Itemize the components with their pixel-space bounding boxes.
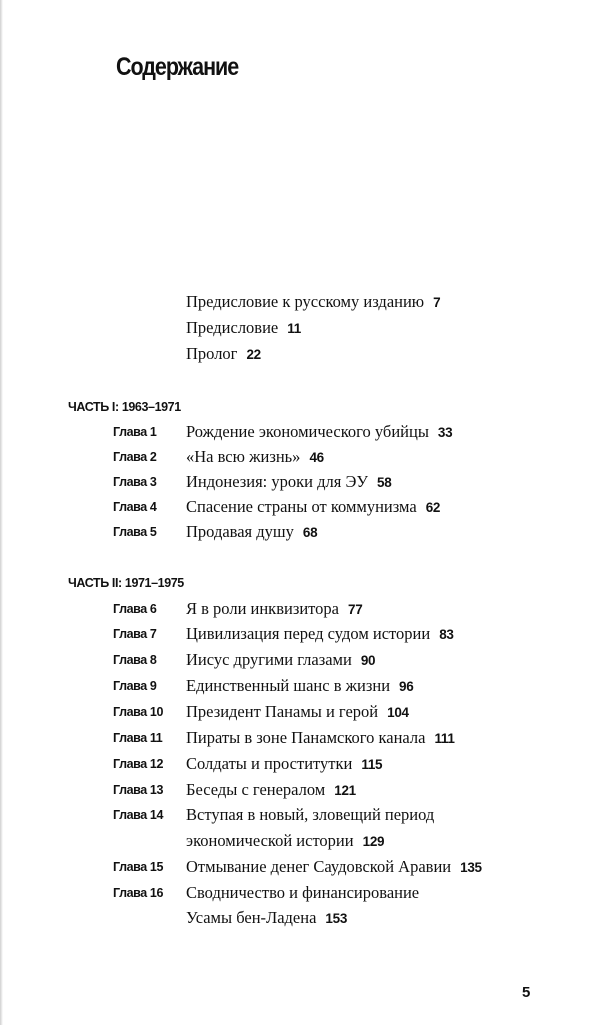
entry-title: Вступая в новый, зловещий период: [186, 805, 435, 824]
page-number: 153: [325, 911, 348, 926]
entry-title: Спасение страны от коммунизма: [186, 497, 417, 516]
toc-entry-chapter-16[interactable]: [186, 883, 419, 903]
chapter-label: Глава 16: [113, 886, 164, 900]
page-number: 111: [434, 731, 455, 746]
entry-title: Отмывание денег Саудовской Аравии: [186, 857, 452, 876]
chapter-label: Глава 5: [113, 525, 157, 539]
chapter-label: Глава 11: [113, 731, 163, 745]
chapter-label: Глава 12: [113, 757, 164, 771]
entry-title: Цивилизация перед судом истории: [186, 624, 431, 643]
page-number: 121: [334, 783, 356, 798]
page-number: 90: [360, 653, 376, 668]
toc-entry-chapter-4[interactable]: [186, 497, 440, 518]
page-number: 83: [439, 627, 454, 642]
entry-title-continued: Усамы бен-Ладена: [186, 908, 317, 927]
toc-entry-chapter-3[interactable]: [186, 472, 391, 493]
folio-page-number: 5: [522, 984, 531, 1001]
entry-title: Иисус другими глазами: [186, 650, 352, 669]
page-number: 68: [302, 525, 318, 540]
page-number: 46: [309, 450, 324, 465]
entry-title: Пролог: [186, 344, 238, 363]
page-number: 7: [433, 295, 441, 310]
chapter-label: Глава 2: [113, 450, 157, 464]
chapter-label: Глава 14: [113, 808, 164, 822]
entry-title: Индонезия: уроки для ЭУ: [186, 472, 369, 491]
chapter-label: Глава 7: [113, 627, 157, 641]
toc-entry-chapter-7[interactable]: [186, 624, 454, 645]
entry-title: Я в роли инквизитора: [186, 599, 339, 618]
entry-title-continued: экономической истории: [186, 831, 354, 850]
toc-entry-foreword-russian[interactable]: [186, 292, 440, 313]
chapter-label: Глава 6: [113, 602, 157, 616]
page-number: 77: [347, 602, 363, 617]
entry-title: Пираты в зоне Панамского канала: [186, 728, 426, 747]
page-number: 135: [460, 860, 482, 875]
page-number: 104: [387, 705, 409, 720]
toc-entry-chapter-8[interactable]: [186, 650, 375, 671]
entry-title: Беседы с генералом: [186, 780, 326, 799]
toc-entry-foreword[interactable]: [186, 318, 301, 339]
entry-title: Сводничество и финансирование: [186, 883, 420, 902]
chapter-label: Глава 3: [113, 475, 157, 489]
toc-entry-chapter-13[interactable]: [186, 780, 356, 801]
toc-entry-chapter-6[interactable]: [186, 599, 362, 620]
toc-entry-chapter-10[interactable]: [186, 702, 409, 723]
chapter-label: Глава 10: [113, 705, 164, 719]
part-heading-2: ЧАСТЬ II: 1971–1975: [68, 576, 184, 590]
part-heading-1: ЧАСТЬ I: 1963–1971: [68, 400, 181, 414]
page-number: 33: [437, 425, 453, 440]
entry-title: Рождение экономического убийцы: [186, 422, 429, 441]
toc-entry-chapter-2[interactable]: [186, 447, 324, 468]
chapter-label: Глава 8: [113, 653, 157, 667]
chapter-label: Глава 4: [113, 500, 157, 514]
toc-entry-chapter-14-cont[interactable]: [186, 831, 384, 852]
page-number: 96: [399, 679, 414, 694]
toc-entry-chapter-15[interactable]: [186, 857, 482, 878]
toc-entry-chapter-16-cont[interactable]: [186, 908, 347, 929]
toc-entry-chapter-14[interactable]: [186, 805, 434, 825]
toc-entry-chapter-11[interactable]: [186, 728, 455, 749]
page-number: 11: [287, 321, 301, 336]
page-number: 115: [361, 757, 383, 772]
toc-entry-chapter-1[interactable]: [186, 422, 452, 443]
entry-title: Предисловие к русскому изданию: [186, 292, 425, 311]
page-edge-shadow: [0, 0, 3, 1025]
page-number: 22: [246, 347, 261, 362]
entry-title: «На всю жизнь»: [186, 447, 301, 466]
toc-entry-chapter-5[interactable]: [186, 522, 317, 543]
page-number: 129: [362, 834, 385, 849]
entry-title: Предисловие: [186, 318, 279, 337]
entry-title: Продавая душу: [186, 522, 294, 541]
entry-title: Единственный шанс в жизни: [186, 676, 391, 695]
toc-entry-prologue[interactable]: [186, 344, 261, 365]
page-title: Содержание: [116, 53, 239, 81]
toc-entry-chapter-9[interactable]: [186, 676, 413, 697]
entry-title: Солдаты и проститутки: [186, 754, 353, 773]
page-number: 58: [377, 475, 392, 490]
chapter-label: Глава 15: [113, 860, 164, 874]
chapter-label: Глава 1: [113, 425, 157, 439]
chapter-label: Глава 9: [113, 679, 157, 693]
chapter-label: Глава 13: [113, 783, 164, 797]
entry-title: Президент Панамы и герой: [186, 702, 379, 721]
toc-entry-chapter-12[interactable]: [186, 754, 382, 775]
page-number: 62: [425, 500, 441, 515]
